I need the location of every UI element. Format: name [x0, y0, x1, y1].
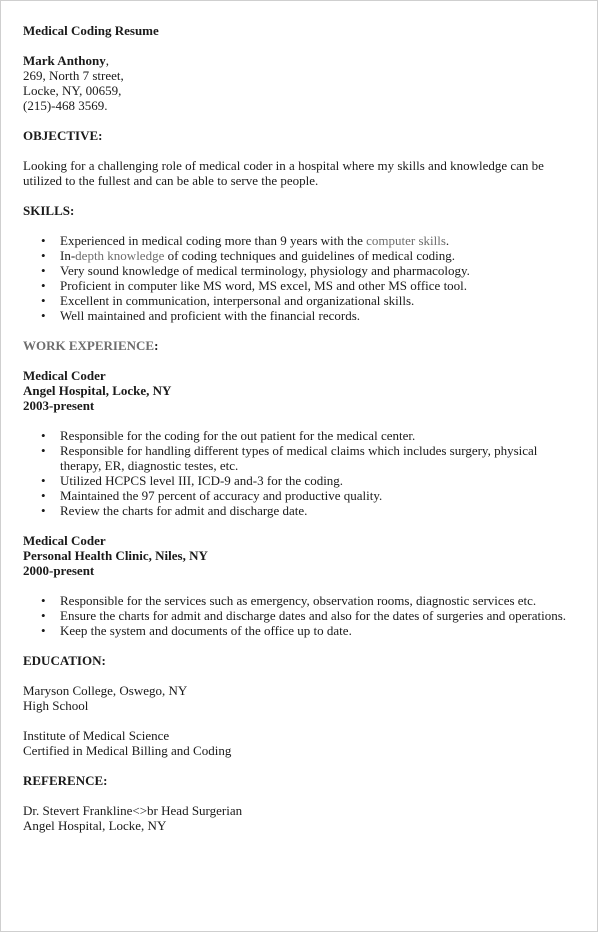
job-duty: • Responsible for the services such as emergency, observation rooms, diagnostic services etc.	[60, 593, 575, 608]
contact-address-2: Locke, NY, 00659,	[23, 83, 122, 98]
skill-text: In-	[60, 248, 76, 263]
reference-entry	[23, 803, 575, 833]
job-employer: Personal Health Clinic, Niles, NY	[23, 548, 208, 563]
job-title: Medical Coder	[23, 533, 106, 548]
objective-heading: OBJECTIVE:	[23, 128, 103, 143]
reference-line-1: Dr. Stevert Frankline<>br Head Surgerian	[23, 803, 243, 818]
skill-text-post: .	[445, 233, 450, 248]
skill-text: Experienced in medical coding more than 9 years with the	[60, 233, 367, 248]
job-duty: • Keep the system and documents of the office up to date.	[60, 623, 575, 638]
job-header	[23, 368, 575, 413]
education-entry	[23, 728, 575, 758]
education-degree: High School	[23, 698, 89, 713]
reference-line-2: Angel Hospital, Locke, NY	[23, 818, 167, 833]
job-header	[23, 533, 575, 578]
job-dates: 2000-present	[23, 563, 95, 578]
education-entry	[23, 683, 575, 713]
skill-item	[60, 308, 575, 323]
education-degree: Certified in Medical Billing and Coding	[23, 743, 232, 758]
job-title: Medical Coder	[23, 368, 106, 383]
skill-item	[60, 278, 575, 293]
contact-address-1: 269, North 7 street,	[23, 68, 124, 83]
skill-text: Very sound knowledge of medical terminology, physiology and pharmacology.	[60, 263, 470, 278]
education-school: Institute of Medical Science	[23, 728, 170, 743]
reference-heading: REFERENCE:	[23, 773, 108, 788]
skills-heading: SKILLS:	[23, 203, 75, 218]
contact-block	[23, 53, 575, 113]
skills-list	[23, 233, 575, 323]
skill-text: Proficient in computer like MS word, MS excel, MS and other MS office tool.	[60, 278, 468, 293]
skill-item	[60, 263, 575, 278]
job-dates: 2003-present	[23, 398, 95, 413]
job-duties-list	[23, 428, 575, 518]
skill-link[interactable]: computer skills	[366, 233, 446, 248]
job-duties-list	[23, 593, 575, 638]
skill-text: Excellent in communication, interpersonal and organizational skills.	[60, 293, 415, 308]
skill-item	[60, 248, 575, 263]
skill-link[interactable]: depth knowledge	[75, 248, 165, 263]
work-experience-link[interactable]: WORK EXPERIENCE	[23, 338, 155, 353]
job-duty: • Responsible for the coding for the out patient for the medical center.	[60, 428, 575, 443]
skill-text-post: of coding techniques and guidelines of medical coding.	[164, 248, 455, 263]
document-title: Medical Coding Resume	[23, 23, 159, 38]
job-duty: • Maintained the 97 percent of accuracy and productive quality.	[60, 488, 575, 503]
objective-text: Looking for a challenging role of medical coder in a hospital where my skills and knowledge can be utilized to the fullest and can be able to serve the people.	[23, 158, 544, 188]
skill-item	[60, 233, 575, 248]
skill-text: Well maintained and proficient with the financial records.	[60, 308, 361, 323]
contact-name: Mark Anthony	[23, 53, 106, 68]
contact-phone: (215)-468 3569.	[23, 98, 108, 113]
contact-name-line	[23, 53, 575, 68]
job-duty: • Responsible for handling different types of medical claims which includes surgery, physical therapy, ER, diagnostic testes, etc.	[60, 443, 575, 473]
education-heading: EDUCATION:	[23, 653, 106, 668]
job-duty: • Review the charts for admit and discharge date.	[60, 503, 575, 518]
job-duty: • Utilized HCPCS level III, ICD-9 and-3 for the coding.	[60, 473, 575, 488]
education-school: Maryson College, Oswego, NY	[23, 683, 188, 698]
skill-item	[60, 293, 575, 308]
work-experience-heading	[23, 338, 575, 353]
job-duty: • Ensure the charts for admit and discharge dates and also for the dates of surgeries and operations.	[60, 608, 575, 623]
contact-name-suffix: ,	[105, 53, 109, 68]
job-employer: Angel Hospital, Locke, NY	[23, 383, 172, 398]
work-experience-colon: :	[154, 338, 159, 353]
